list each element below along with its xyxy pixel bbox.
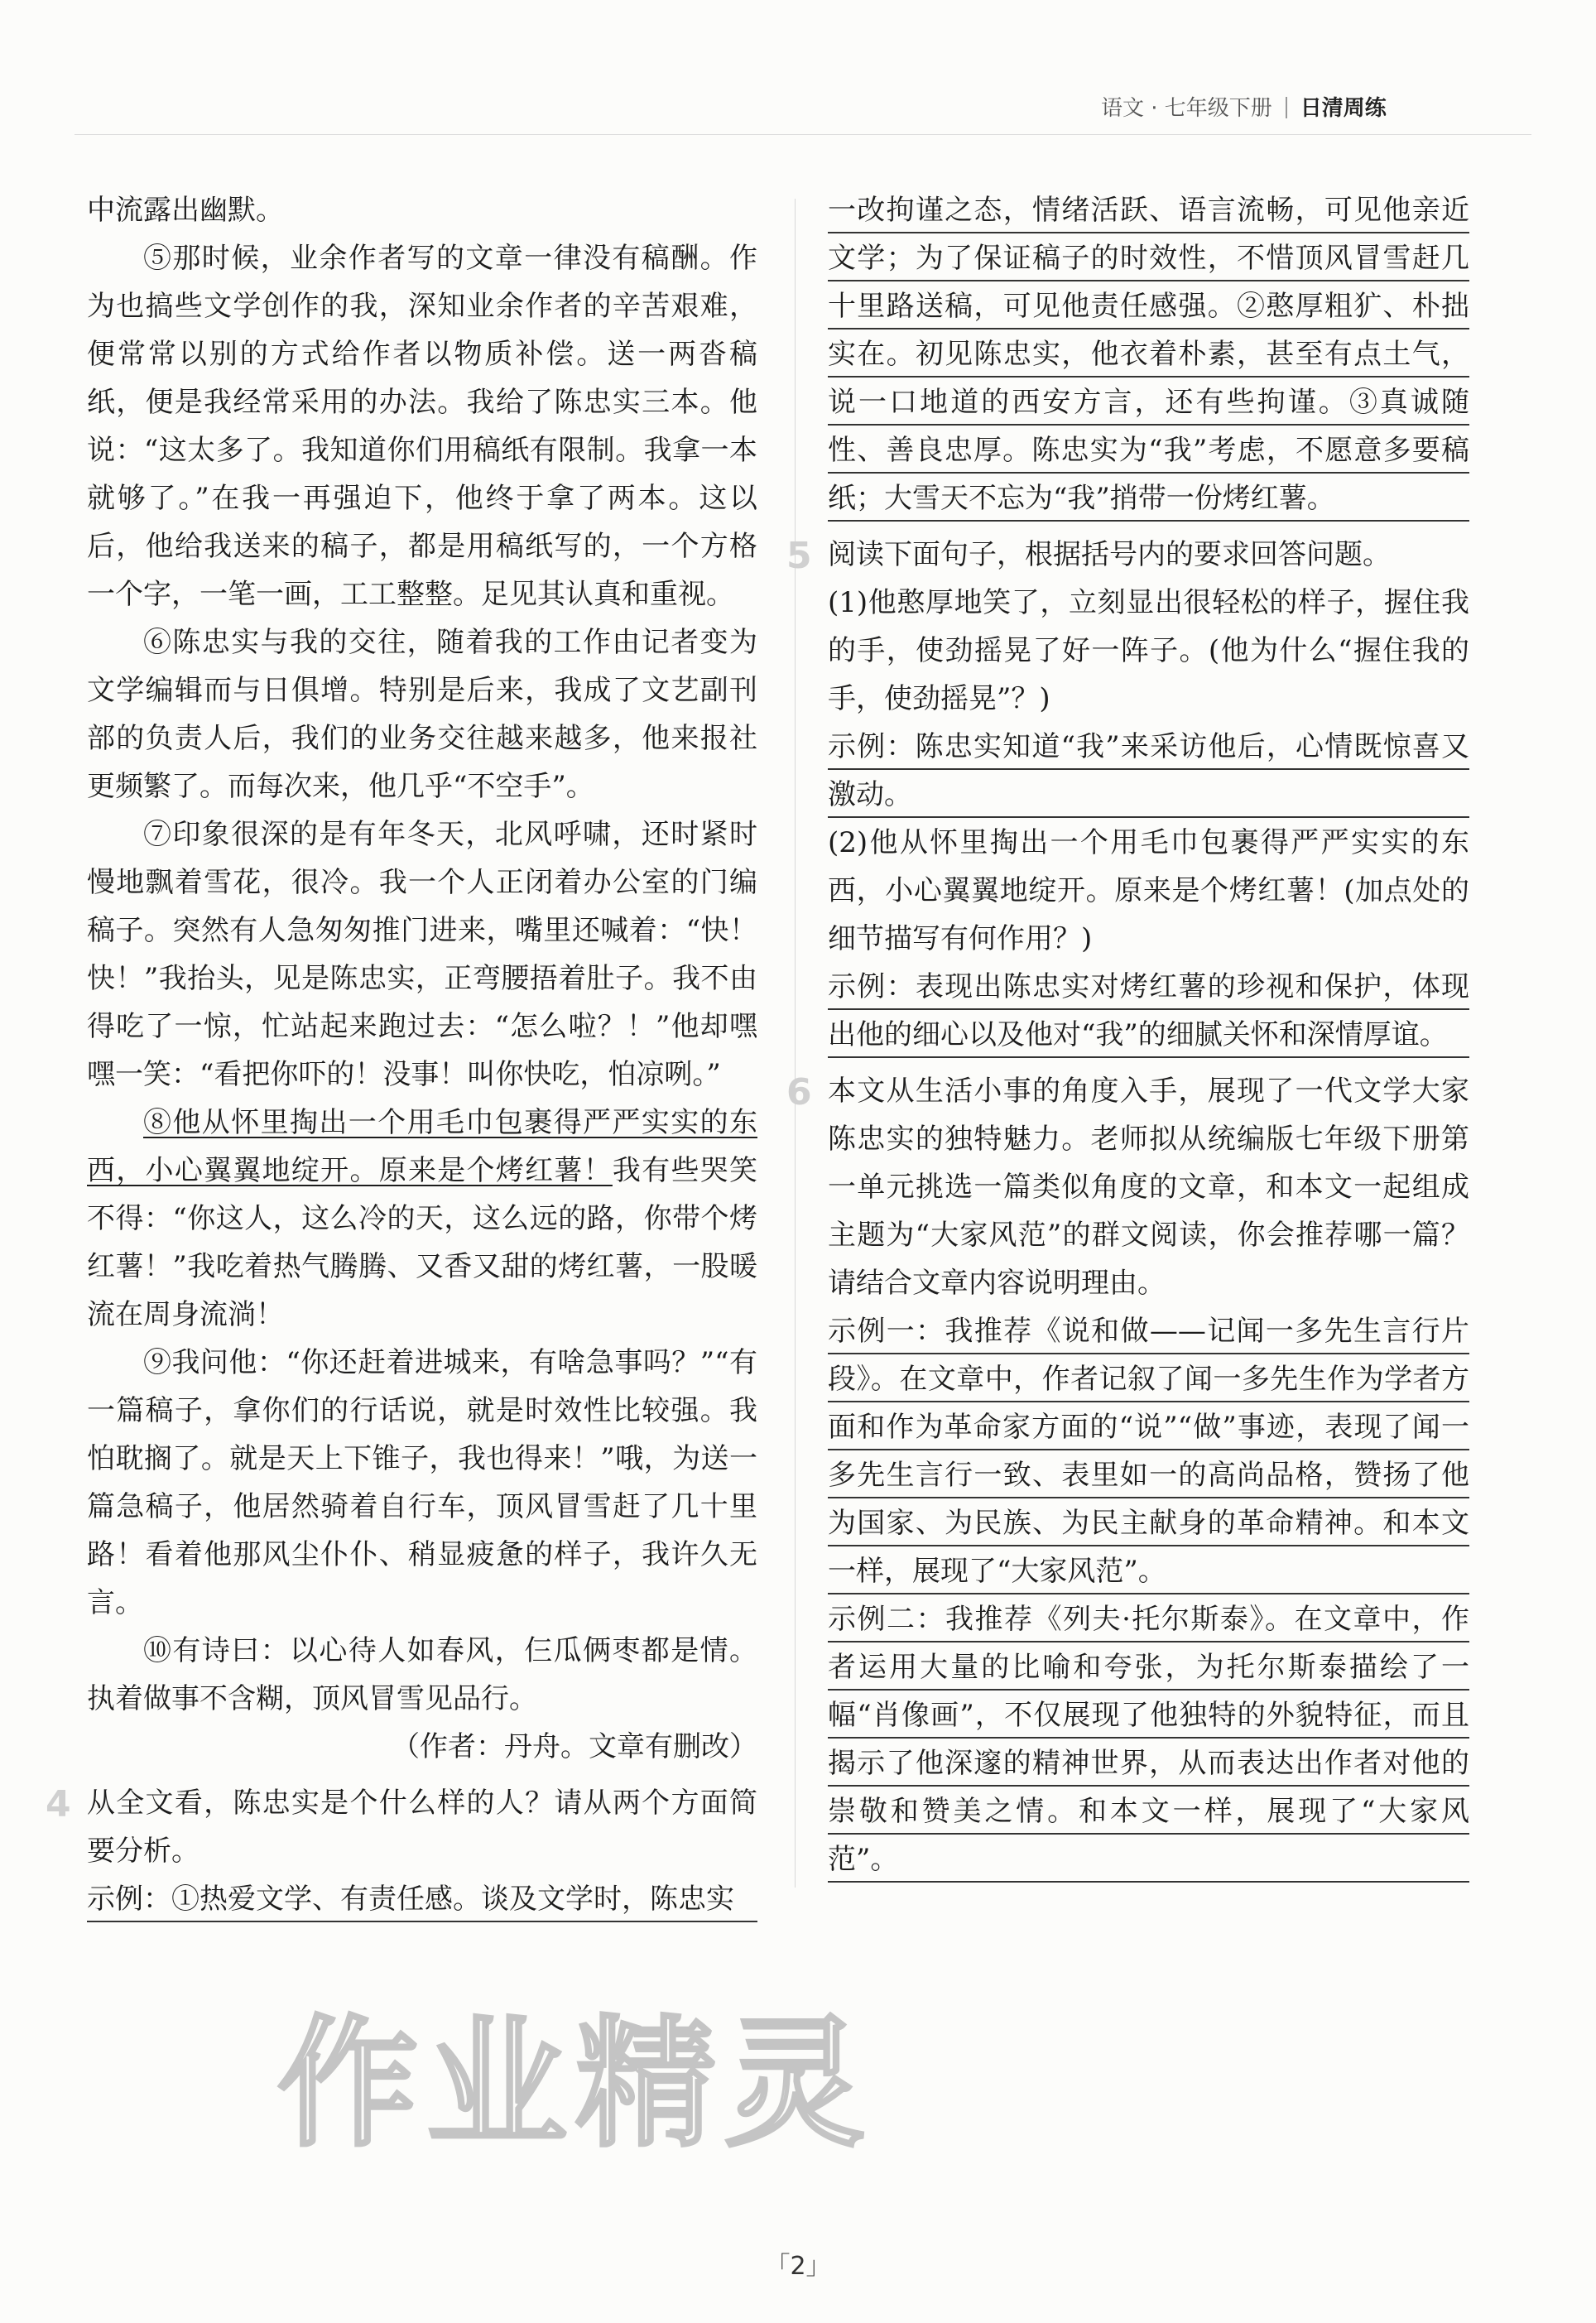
answer-text: 示例：①热爱文学、有责任感。谈及文学时，陈忠实 — [87, 1875, 757, 1923]
series-label: 日清周练 — [1300, 96, 1387, 121]
paragraph-9: ⑨我问他：“你还赶着进城来，有啥急事吗？”“有一篇稿子，拿你们的行话说，就是时效性比较强。我怕耽搁了。就是天上下锥子，我也得来！”哦，为送一篇急稿子，他居然骑着自行车，顶风冒雪赶了几十里路！看着他那风尘仆仆、稍显疲惫的样子，我许久无言。 — [87, 1346, 757, 1619]
header-divider — [1286, 97, 1287, 118]
question-text: 本文从生活小事的角度入手，展现了一代文学大家陈忠实的独特魅力。老师拟从统编版七年级下册第一单元挑选一篇类似角度的文章，和本文一起组成主题为“大家风范”的群文阅读，你会推荐哪一篇？请结合文章内容说明理由。 — [828, 1075, 1469, 1300]
answer-text: 示例：表现出陈忠实对烤红薯的珍视和保护，体现出他的细心以及他对“我”的细腻关怀和深情厚谊。 — [828, 963, 1469, 1059]
question-number: 6 — [786, 1071, 812, 1113]
watermark-logo: 作业精灵 — [277, 2003, 874, 2167]
answer-text: 示例：陈忠实知道“我”来采访他后，心情既惊喜又激动。 — [828, 723, 1469, 819]
source-note: （作者：丹舟。文章有删改） — [392, 1730, 757, 1763]
answer-text: 示例二：我推荐《列夫·托尔斯泰》。在文章中，作者运用大量的比喻和夸张，为托尔斯泰描绘了一幅“肖像画”，不仅展现了他独特的外貌特征，而且揭示了他深邃的精神世界，从而表达出作者对他的崇敬和赞美之情。和本文一样，展现了“大家风范”。 — [828, 1595, 1469, 1883]
right-column — [786, 186, 1469, 1883]
underlined-sentence: ⑧他从怀里掏出一个用毛巾包裹得严严实实的东西，小心翼翼地绽开。原来是个烤红薯！ — [87, 1106, 757, 1187]
question-text: 阅读下面句子，根据括号内的要求回答问题。 — [828, 538, 1391, 571]
answer-continued: 一改拘谨之态，情绪活跃、语言流畅，可见他亲近文学；为了保证稿子的时效性，不惜顶风冒雪赶几十里路送稿，可见他责任感强。②憨厚粗犷、朴拙实在。初见陈忠实，他衣着朴素，甚至有点土气，说一口地道的西安方言，还有些拘谨。③真诚随性、善良忠厚。陈忠实为“我”考虑，不愿意多要稿纸；大雪天不忘为“我”捎带一份烤红薯。 — [828, 186, 1469, 522]
paragraph-8 — [87, 1099, 757, 1339]
left-column — [46, 186, 758, 1923]
question-number: 5 — [786, 535, 812, 577]
question-number: 4 — [46, 1783, 71, 1825]
question-6 — [786, 1067, 1469, 1883]
subquestion-2: (2)他从怀里掏出一个用毛巾包裹得严严实实的东西，小心翼翼地绽开。原来是个烤红薯！(加点处的细节描写有何作用？) — [828, 826, 1469, 955]
page-header — [1101, 91, 1387, 122]
question-text: 从全文看，陈忠实是个什么样的人？请从两个方面简要分析。 — [87, 1787, 757, 1868]
subject-label: 语文 · 七年级下册 — [1101, 96, 1272, 121]
answer-text: 示例一：我推荐《说和做——记闻一多先生言行片段》。在文章中，作者记叙了闻一多先生作为学者方面和作为革命家方面的“说”“做”事迹，表现了闻一多先生言行一致、表里如一的高尚品格，赞扬了他为国家、为民族、为民主献身的革命精神。和本文一样，展现了“大家风范”。 — [828, 1307, 1469, 1595]
paragraph-8-rest: 我有些哭笑不得：“你这人，这么冷的天，这么远的路，你带个烤红薯！”我吃着热气腾腾、又香又甜的烤红薯，一股暖流在周身流淌！ — [87, 1154, 758, 1331]
question-4 — [46, 1779, 757, 1923]
paragraph-6: ⑥陈忠实与我的交往，随着我的工作由记者变为文学编辑而与日俱增。特别是后来，我成了文艺副刊部的负责人后，我们的业务交往越来越多，他来报社更频繁了。而每次来，他几乎“不空手”。 — [87, 626, 757, 803]
paragraph-0: 中流露出幽默。 — [87, 194, 284, 227]
paragraph-5: ⑤那时候，业余作者写的文章一律没有稿酬。作为也搞些文学创作的我，深知业余作者的辛苦艰难，便常常以别的方式给作者以物质补偿。送一两沓稿纸，便是我经常采用的办法。我给了陈忠实三本。他说：“这太多了。我知道你们用稿纸有限制。我拿一本就够了。”在我一再强迫下，他终于拿了两本。这以后，他给我送来的稿子，都是用稿纸写的，一个方格一个字，一笔一画，工工整整。足见其认真和重视。 — [87, 242, 757, 611]
subquestion-1: (1)他憨厚地笑了，立刻显出很轻松的样子，握住我的手，使劲摇晃了好一阵子。(他为什么“握住我的手，使劲摇晃”？) — [828, 586, 1469, 715]
paragraph-7: ⑦印象很深的是有年冬天，北风呼啸，还时紧时慢地飘着雪花，很冷。我一个人正闭着办公室的门编稿子。突然有人急匆匆推门进来，嘴里还喊着：“快！快！”我抬头，见是陈忠实，正弯腰捂着肚子。我不由得吃了一惊，忙站起来跑过去：“怎么啦？！”他却嘿嘿一笑：“看把你吓的！没事！叫你快吃，怕凉咧。” — [87, 818, 757, 1091]
question-5 — [786, 531, 1469, 1059]
page-number: 「2」 — [765, 2252, 831, 2281]
column-divider — [795, 199, 796, 1888]
paragraph-10: ⑩有诗曰：以心待人如春风，仨瓜俩枣都是情。执着做事不含糊，顶风冒雪见品行。 — [87, 1634, 757, 1715]
header-rule — [75, 134, 1531, 135]
